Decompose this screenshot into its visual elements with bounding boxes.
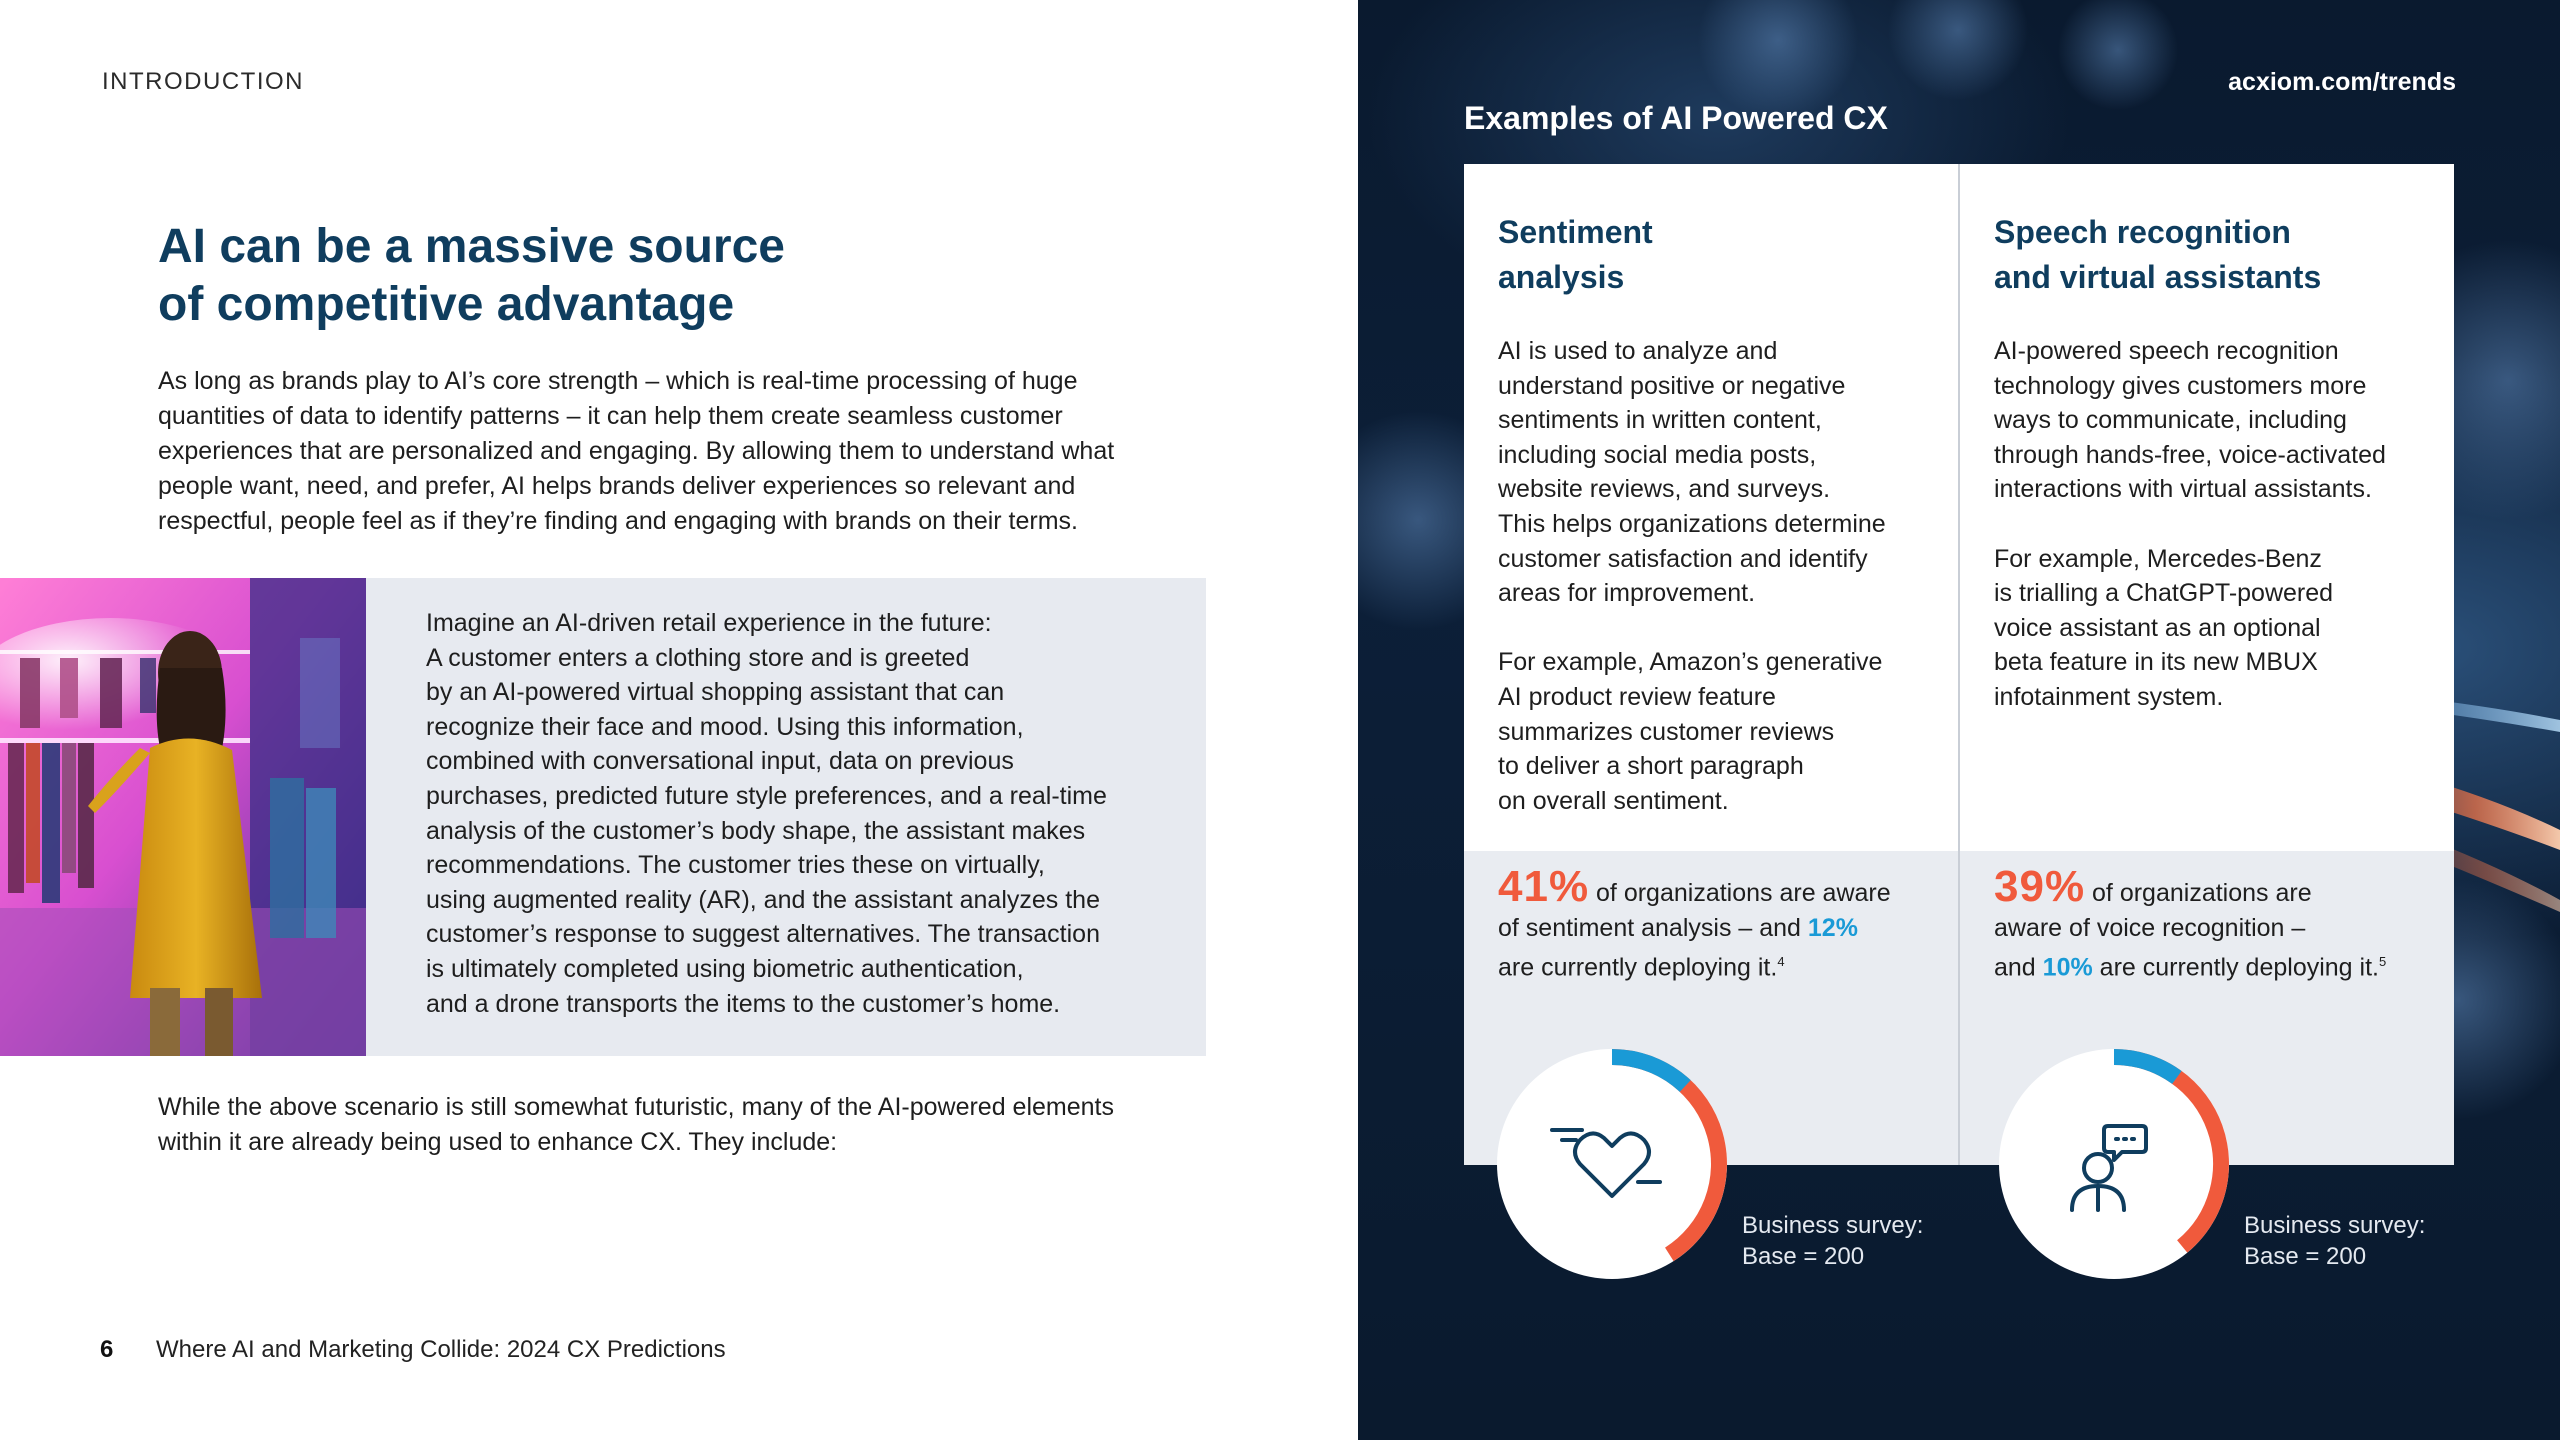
stat-deploying-percent: 12% xyxy=(1807,913,1858,942)
survey-line-1: Business survey: xyxy=(1742,1212,1924,1239)
scenario-line: recommendations. The customer tries these on virtually, xyxy=(426,851,1045,880)
survey-note xyxy=(2244,1210,2425,1272)
body-line: AI-powered speech recognition xyxy=(1994,337,2339,365)
headline-line-2: of competitive advantage xyxy=(158,278,735,331)
body-line: to deliver a short paragraph xyxy=(1498,752,1804,781)
body-line: AI is used to analyze and xyxy=(1498,337,1778,365)
stat-callout xyxy=(1498,862,1938,985)
closing-line: While the above scenario is still somewhat futuristic, many of the AI-powered elements xyxy=(158,1093,1114,1121)
body-line: AI product review feature xyxy=(1498,682,1776,711)
body-line: infotainment system. xyxy=(1994,682,2224,711)
body-line: website reviews, and surveys. xyxy=(1498,475,1831,504)
scenario-line: purchases, predicted future style preferences, and a real-time xyxy=(426,781,1107,810)
body-line: sentiments in written content, xyxy=(1498,406,1822,435)
stat-text: of organizations are aware xyxy=(1589,879,1891,907)
body-line: ways to communicate, including xyxy=(1994,406,2347,435)
scenario-line: Imagine an AI-driven retail experience in the future: xyxy=(426,609,992,637)
speech-donut xyxy=(1994,1044,2234,1284)
closing-paragraph xyxy=(158,1090,1168,1160)
card-body-paragraph-1 xyxy=(1498,334,1938,611)
scenario-line: combined with conversational input, data on previous xyxy=(426,747,1014,776)
headline xyxy=(158,218,1058,334)
stat-text: are currently deploying it. xyxy=(1498,953,1778,982)
survey-line-1: Business survey: xyxy=(2244,1212,2426,1239)
footnote-ref: 4 xyxy=(1777,954,1785,970)
scenario-line: is ultimately completed using biometric authentication, xyxy=(426,954,1024,983)
scenario-line: recognize their face and mood. Using this information, xyxy=(426,712,1024,741)
stat-deploying-percent: 10% xyxy=(2042,953,2093,982)
card-heading xyxy=(1498,210,1928,300)
body-line: interactions with virtual assistants. xyxy=(1994,475,2372,504)
survey-note xyxy=(1742,1210,1923,1272)
stat-text: and xyxy=(1994,953,2043,982)
stat-text: of organizations are xyxy=(2085,879,2312,907)
survey-line-2: Base = 200 xyxy=(2244,1243,2367,1270)
intro-line: quantities of data to identify patterns – it can help them create seamless customer xyxy=(158,402,1063,430)
body-line: technology gives customers more xyxy=(1994,371,2367,400)
footer-title: Where AI and Marketing Collide: 2024 CX Predictions xyxy=(156,1336,726,1363)
survey-line-2: Base = 200 xyxy=(1742,1243,1865,1270)
body-line: beta feature in its new MBUX xyxy=(1994,648,2318,677)
scenario-line: by an AI-powered virtual shopping assistant that can xyxy=(426,678,1005,707)
stat-text: are currently deploying it. xyxy=(2092,953,2379,982)
body-line: This helps organizations determine xyxy=(1498,509,1886,538)
sentiment-donut xyxy=(1492,1044,1732,1284)
intro-line: As long as brands play to AI’s core strength – which is real-time processing of huge xyxy=(158,367,1078,395)
stat-callout xyxy=(1994,862,2434,985)
body-line: is trialling a ChatGPT-powered xyxy=(1994,579,2334,608)
body-line: voice assistant as an optional xyxy=(1994,613,2321,642)
body-line: through hands-free, voice-activated xyxy=(1994,440,2386,469)
scenario-line: and a drone transports the items to the customer’s home. xyxy=(426,989,1061,1018)
body-line: including social media posts, xyxy=(1498,440,1817,469)
intro-line: respectful, people feel as if they’re finding and engaging with brands on their terms. xyxy=(158,507,1078,535)
body-line: For example, Mercedes-Benz xyxy=(1994,544,2322,573)
card-heading xyxy=(1994,210,2424,300)
retail-shopper-illustration xyxy=(0,578,366,1056)
scenario-line: analysis of the customer’s body shape, the assistant makes xyxy=(426,816,1086,845)
card-body xyxy=(1498,334,1938,818)
website-url[interactable]: acxiom.com/trends xyxy=(2228,68,2456,96)
headline-line-1: AI can be a massive source xyxy=(158,220,785,273)
body-line: For example, Amazon’s generative xyxy=(1498,648,1883,677)
stat-aware-percent: 39% xyxy=(1994,862,2086,911)
scenario-paragraph xyxy=(426,606,1186,1021)
footnote-ref: 5 xyxy=(2378,954,2387,970)
body-line: areas for improvement. xyxy=(1498,579,1756,608)
intro-line: people want, need, and prefer, AI helps brands deliver experiences so relevant and xyxy=(158,472,1076,500)
scenario-panel xyxy=(0,578,1206,1056)
retail-photo xyxy=(0,578,366,1056)
scenario-line: A customer enters a clothing store and is greeted xyxy=(426,643,970,672)
card-body-paragraph-1 xyxy=(1994,334,2434,507)
section-label: INTRODUCTION xyxy=(102,68,304,95)
page-number: 6 xyxy=(100,1336,114,1363)
card-heading-line-1: Speech recognition xyxy=(1994,214,2291,250)
intro-paragraph xyxy=(158,364,1168,539)
body-line: on overall sentiment. xyxy=(1498,786,1729,815)
card-heading-line-1: Sentiment xyxy=(1498,214,1653,250)
scenario-line: customer’s response to suggest alternatives. The transaction xyxy=(426,920,1100,949)
body-line: customer satisfaction and identify xyxy=(1498,544,1868,573)
card-body xyxy=(1994,334,2434,715)
card-body-paragraph-2 xyxy=(1498,645,1938,818)
cx-examples-title: Examples of AI Powered CX xyxy=(1464,100,1888,136)
right-page xyxy=(1358,0,2560,1440)
stat-text: of sentiment analysis – and xyxy=(1498,913,1808,942)
card-heading-line-2: and virtual assistants xyxy=(1994,259,2322,295)
card-body-paragraph-2 xyxy=(1994,542,2434,715)
card-heading-line-2: analysis xyxy=(1498,259,1625,295)
stat-aware-percent: 41% xyxy=(1498,862,1590,911)
body-line: understand positive or negative xyxy=(1498,371,1846,400)
stat-text: aware of voice recognition – xyxy=(1994,913,2306,942)
body-line: summarizes customer reviews xyxy=(1498,717,1835,746)
scenario-line: using augmented reality (AR), and the assistant analyzes the xyxy=(426,885,1100,914)
closing-line: within it are already being used to enhance CX. They include: xyxy=(158,1128,838,1156)
intro-line: experiences that are personalized and engaging. By allowing them to understand what xyxy=(158,437,1115,465)
